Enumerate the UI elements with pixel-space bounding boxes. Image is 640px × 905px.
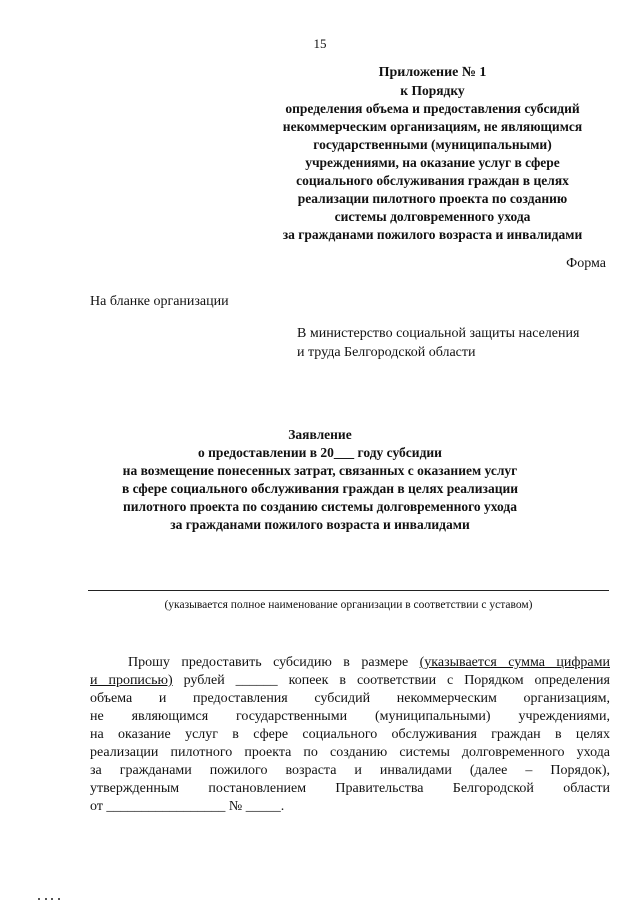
recipient-block [297,324,579,362]
appendix-line: государственными (муниципальными) [313,137,552,152]
appendix-line: учреждениями, на оказание услуг в сфере [305,155,560,170]
appendix-line: социального обслуживания граждан в целях [296,173,569,188]
appendix-line: за гражданами пожилого возраста и инвалидами [282,227,583,242]
statement-title: Заявление [288,427,352,442]
underlined-text: (указывается сумма цифрами [419,655,610,670]
statement-line: о предоставлении в 20___ году субсидии [198,445,442,460]
org-name-hint: (указывается полное наименование организации в соответствии с уставом) [164,599,533,611]
statement-line: пилотного проекта по созданию системы долговременного ухода [123,499,517,514]
underlined-text: и прописью) [90,673,173,688]
paragraph-line: от _________________ № _____. [90,799,285,814]
appendix-heading [255,64,610,244]
form-label: Форма [566,256,606,271]
paragraph-line: не являющимся государственными (муниципальными) учреждениями, [90,709,610,724]
paragraph-line: объема и предоставления субсидий некоммерческим организациям, [90,691,610,706]
recipient-line: и труда Белгородской области [297,345,476,360]
recipient-line: В министерство социальной защиты населения [297,326,580,341]
appendix-line: системы долговременного ухода [334,209,531,224]
paragraph-text: Прошу предоставить субсидию в размере [128,655,420,670]
statement-heading [70,426,570,534]
request-paragraph [90,654,610,816]
paragraph-line: на оказание услуг в сфере социального обслуживания граждан в целях [90,727,610,742]
appendix-title: Приложение № 1 [378,65,487,80]
paragraph-line: реализации пилотного проекта по созданию системы долговременного ухода [90,745,610,760]
paragraph-line [90,672,610,690]
appendix-line: некоммерческим организациям, не являющимся [282,119,583,134]
appendix-line: реализации пилотного проекта по созданию [297,191,568,206]
paragraph-text: рублей ______ копеек в соответствии с Порядком определения [172,673,610,688]
page-number: 15 [313,36,327,51]
paragraph-line [90,654,610,672]
appendix-line: определения объема и предоставления субсидий [285,101,580,116]
statement-line: на возмещение понесенных затрат, связанных с оказанием услуг [122,463,518,478]
paragraph-line: за гражданами пожилого возраста и инвалидами (далее – Порядок), [90,763,610,778]
appendix-line: к Порядку [400,83,465,98]
scan-specks [36,898,66,901]
org-name-blank-line [88,590,609,591]
letterhead-note: На бланке организации [90,294,229,309]
statement-line: в сфере социального обслуживания граждан в целях реализации [121,481,519,496]
statement-line: за гражданами пожилого возраста и инвалидами [170,517,470,532]
paragraph-line: утвержденным постановлением Правительства Белгородской области [90,781,610,796]
